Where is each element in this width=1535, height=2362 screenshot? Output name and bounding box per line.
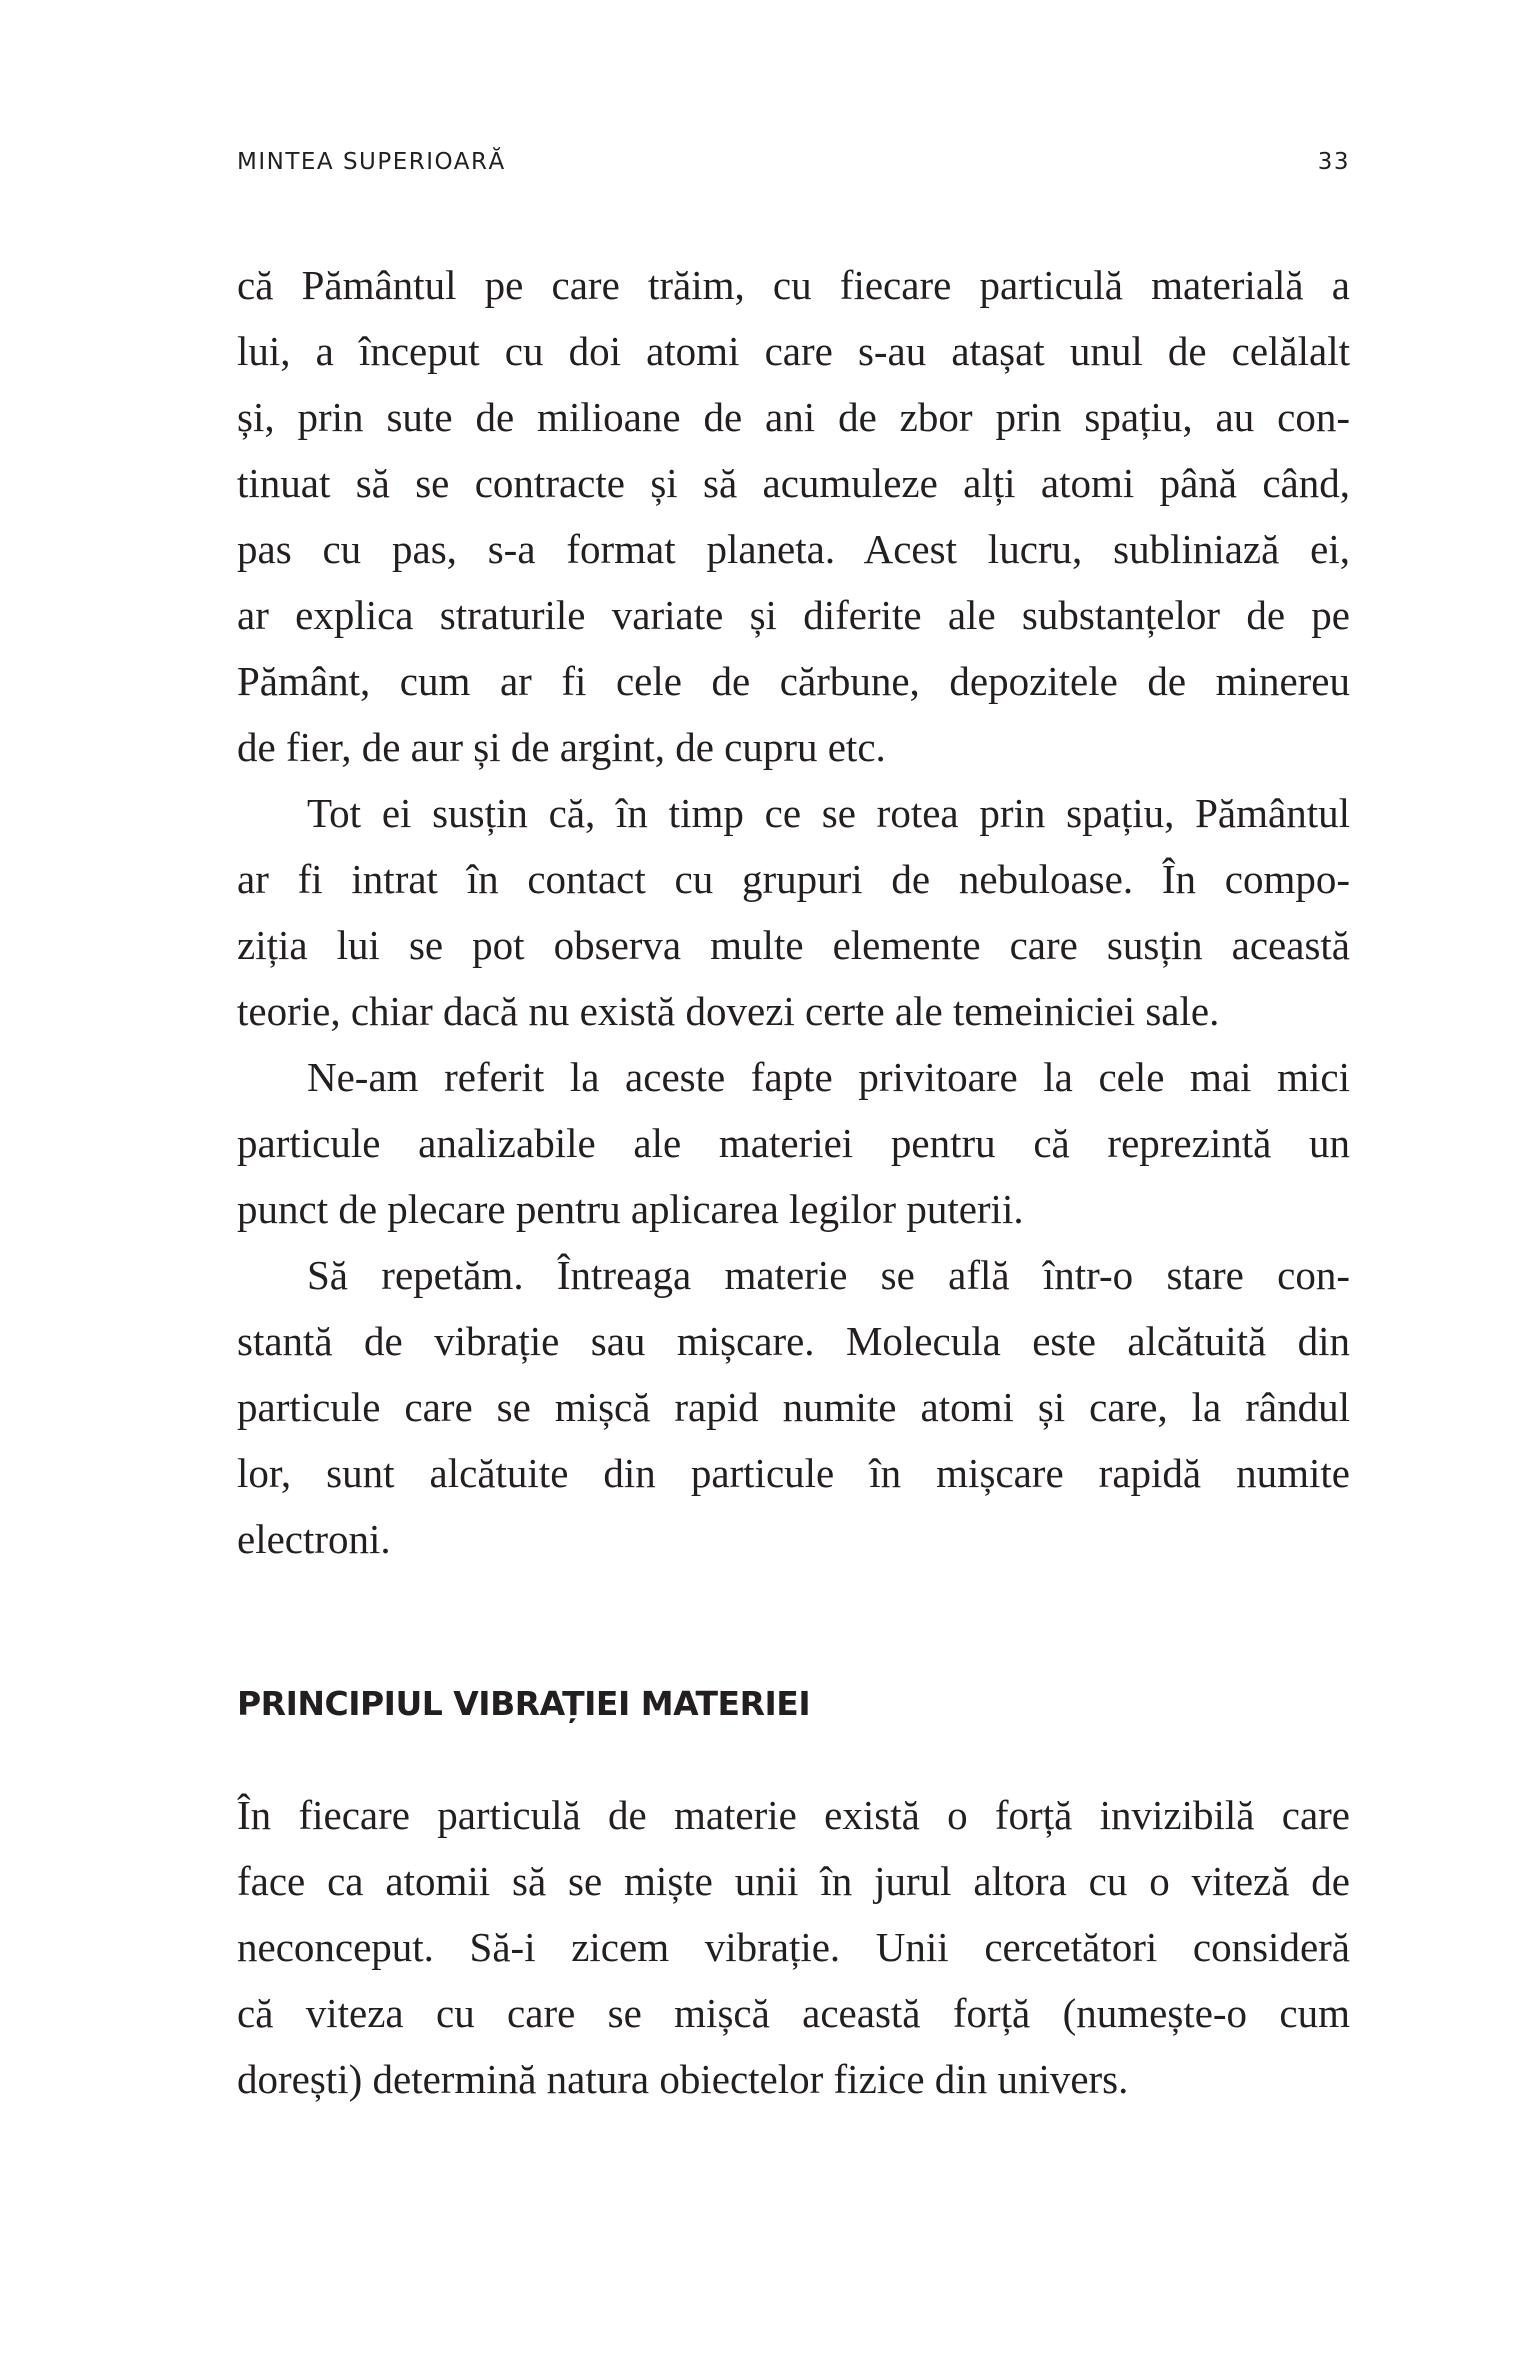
text-line: că Pământul pe care trăim, cu fiecare particulă materială a [237,262,1350,308]
text-line: electroni. [237,1516,391,1562]
text-line: pas cu pas, s-a format planeta. Acest lucru, subliniază ei, [237,526,1350,572]
text-line: ar fi intrat în contact cu grupuri de nebuloase. În compo- [237,856,1350,902]
body-text-section-1 [237,252,1350,1572]
text-line: neconceput. Să-i zicem vibrație. Unii cercetători consideră [237,1924,1350,1970]
text-line: punct de plecare pentru aplicarea legilor puterii. [237,1186,1024,1232]
section-heading: PRINCIPIUL VIBRAȚIEI MATERIEI [237,1684,811,1723]
text-line: lui, a început cu doi atomi care s-au atașat unul de celălalt [237,328,1350,374]
text-line: și, prin sute de milioane de ani de zbor prin spațiu, au con- [237,394,1350,440]
text-line: Tot ei susțin că, în timp ce se rotea prin spațiu, Pământul [307,790,1350,836]
text-line: tinuat să se contracte și să acumuleze alți atomi până când, [237,460,1350,506]
running-title: MINTEA SUPERIOARĂ [237,149,506,175]
text-line: ar explica straturile variate și diferite ale substanțelor de pe [237,592,1350,638]
text-line: particule care se mișcă rapid numite atomi și care, la rândul [237,1384,1350,1430]
text-line: Pământ, cum ar fi cele de cărbune, depozitele de minereu [237,658,1350,704]
running-header [237,142,1350,182]
text-line: lor, sunt alcătuite din particule în mișcare rapidă numite [237,1450,1350,1496]
paragraph [237,1044,1350,1242]
text-line: stantă de vibrație sau mișcare. Molecula este alcătuită din [237,1318,1350,1364]
text-line: particule analizabile ale materiei pentru că reprezintă un [237,1120,1350,1166]
text-line: Să repetăm. Întreaga materie se află într-o stare con- [307,1252,1350,1298]
text-line: În fiecare particulă de materie există o forță invizibilă care [237,1792,1350,1838]
text-line: dorești) determină natura obiectelor fizice din univers. [237,2056,1129,2102]
text-line: face ca atomii să se miște unii în jurul altora cu o viteză de [237,1858,1350,1904]
text-line: ziția lui se pot observa multe elemente care susțin această [237,922,1350,968]
paragraph [237,780,1350,1044]
text-line: teorie, chiar dacă nu există dovezi certe ale temeiniciei sale. [237,988,1220,1034]
body-text-section-2 [237,1782,1350,2112]
text-line: că viteza cu care se mișcă această forță (numește-o cum [237,1990,1350,2036]
page-number: 33 [1317,149,1350,175]
paragraph [237,1782,1350,2112]
text-line: de fier, de aur și de argint, de cupru etc. [237,724,886,770]
paragraph [237,1242,1350,1572]
paragraph [237,252,1350,780]
text-line: Ne-am referit la aceste fapte privitoare la cele mai mici [307,1054,1350,1100]
